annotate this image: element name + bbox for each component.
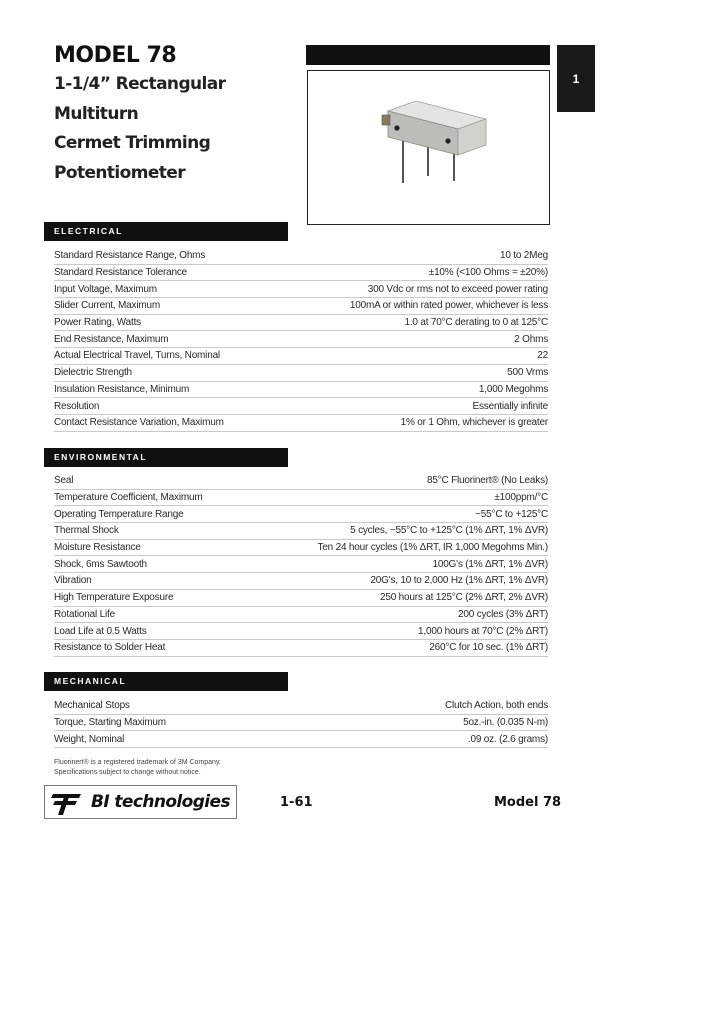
table-row (54, 590, 548, 607)
photo-header-bar (306, 45, 550, 65)
table-row (54, 382, 548, 399)
table-row (54, 281, 548, 298)
environmental-table (54, 473, 548, 657)
table-row (54, 490, 548, 507)
spec-value: −55°C to +125°C (475, 508, 548, 520)
electrical-table (54, 248, 548, 432)
spec-value: 22 (537, 350, 548, 362)
spec-label: Seal (54, 475, 74, 487)
spec-value: 250 hours at 125°C (2% ΔRT, 2% ΔVR) (379, 592, 548, 604)
mechanical-header: MECHANICAL (44, 672, 288, 691)
spec-value: 200 cycles (3% ΔRT) (458, 608, 548, 620)
page-title: MODEL 78 (54, 43, 177, 68)
spec-label: Standard Resistance Tolerance (54, 267, 187, 279)
footnote-trademark: Fluorinert® is a registered trademark of 3M Company. (54, 759, 221, 766)
spec-value: 85°C Fluorinert® (No Leaks) (426, 475, 548, 487)
spec-value: 20G's, 10 to 2,000 Hz (1% ΔRT, 1% ΔVR) (370, 575, 548, 587)
page-number: 1-61 (280, 795, 313, 810)
spec-value: 100G's (1% ΔRT, 1% ΔVR) (432, 558, 548, 570)
table-row (54, 331, 548, 348)
table-row (54, 640, 548, 657)
table-row (54, 623, 548, 640)
spec-label: Contact Resistance Variation, Maximum (54, 417, 224, 429)
subtitle-line-1: 1-1/4” Rectangular (54, 74, 226, 94)
spec-value: 10 to 2Meg (499, 250, 548, 262)
spec-label: High Temperature Exposure (54, 592, 174, 604)
footnote-disclaimer: Specifications subject to change without notice. (54, 769, 201, 776)
spec-value: 5 cycles, −55°C to +125°C (1% ΔRT, 1% ΔVR) (350, 525, 548, 537)
spec-value: Clutch Action, both ends (444, 700, 548, 712)
product-photo (307, 70, 550, 225)
spec-value: ±10% (<100 Ohms = ±20%) (428, 267, 548, 279)
table-row (54, 415, 548, 432)
table-row (54, 348, 548, 365)
spec-value: 260°C for 10 sec. (1% ΔRT) (429, 642, 548, 654)
spec-label: Mechanical Stops (54, 700, 130, 712)
bi-logo-icon (51, 788, 85, 816)
spec-value: ±100ppm/°C (494, 492, 548, 504)
table-row (54, 315, 548, 332)
spec-label: Insulation Resistance, Minimum (54, 383, 190, 395)
potentiometer-illustration (308, 71, 548, 223)
spec-label: Standard Resistance Range, Ohms (54, 250, 206, 262)
table-row (54, 556, 548, 573)
spec-label: Thermal Shock (54, 525, 119, 537)
spec-label: Weight, Nominal (54, 733, 125, 745)
logo-text: BI technologies (91, 792, 230, 812)
table-row (54, 573, 548, 590)
spec-value: 300 Vdc or rms not to exceed power rating (367, 283, 548, 295)
table-row (54, 506, 548, 523)
electrical-header: ELECTRICAL (44, 222, 288, 241)
spec-label: Actual Electrical Travel, Turns, Nominal (54, 350, 220, 362)
table-row (54, 715, 548, 732)
spec-label: Power Rating, Watts (54, 317, 141, 329)
spec-label: End Resistance, Maximum (54, 333, 169, 345)
mechanical-table (54, 698, 548, 748)
spec-value: 500 Vrms (507, 367, 548, 379)
spec-value: 1.0 at 70°C derating to 0 at 125°C (404, 317, 548, 329)
spec-value: 5oz.-in. (0.035 N-m) (463, 717, 548, 729)
spec-value: 100mA or within rated power, whichever is less (349, 300, 548, 312)
table-row (54, 398, 548, 415)
title-block (54, 42, 304, 188)
table-row (54, 265, 548, 282)
spec-value: Essentially infinite (472, 400, 548, 412)
spec-label: Torque, Starting Maximum (54, 717, 166, 729)
footnotes (54, 758, 221, 778)
table-row (54, 298, 548, 315)
subtitle-line-3: Cermet Trimming (54, 133, 211, 153)
spec-label: Slider Current, Maximum (54, 300, 160, 312)
spec-label: Load Life at 0.5 Watts (54, 625, 147, 637)
spec-label: Temperature Coefficient, Maximum (54, 492, 203, 504)
table-row (54, 731, 548, 748)
footer-model: Model 78 (494, 795, 562, 810)
spec-value: .09 oz. (2.6 grams) (467, 733, 548, 745)
subtitle-line-4: Potentiometer (54, 162, 186, 183)
spec-label: Input Voltage, Maximum (54, 283, 157, 295)
table-row (54, 607, 548, 624)
spec-label: Rotational Life (54, 608, 115, 620)
section-tab: 1 (557, 45, 595, 112)
table-row (54, 248, 548, 265)
spec-label: Operating Temperature Range (54, 508, 184, 520)
spec-value: Ten 24 hour cycles (1% ΔRT, IR 1,000 Megohms Min.) (317, 542, 548, 554)
company-logo (44, 785, 237, 819)
table-row (54, 473, 548, 490)
spec-value: 1% or 1 Ohm, whichever is greater (400, 417, 548, 429)
spec-value: 1,000 hours at 70°C (2% ΔRT) (418, 625, 548, 637)
table-row (54, 540, 548, 557)
spec-label: Resolution (54, 400, 100, 412)
table-row (54, 365, 548, 382)
spec-value: 2 Ohms (514, 333, 548, 345)
subtitle-line-2: Multiturn (54, 103, 139, 124)
spec-label: Vibration (54, 575, 92, 587)
spec-label: Dielectric Strength (54, 367, 132, 379)
spec-value: 1,000 Megohms (478, 383, 548, 395)
spec-label: Moisture Resistance (54, 542, 141, 554)
environmental-header: ENVIRONMENTAL (44, 448, 288, 467)
spec-label: Shock, 6ms Sawtooth (54, 558, 147, 570)
table-row (54, 698, 548, 715)
spec-label: Resistance to Solder Heat (54, 642, 166, 654)
table-row (54, 523, 548, 540)
